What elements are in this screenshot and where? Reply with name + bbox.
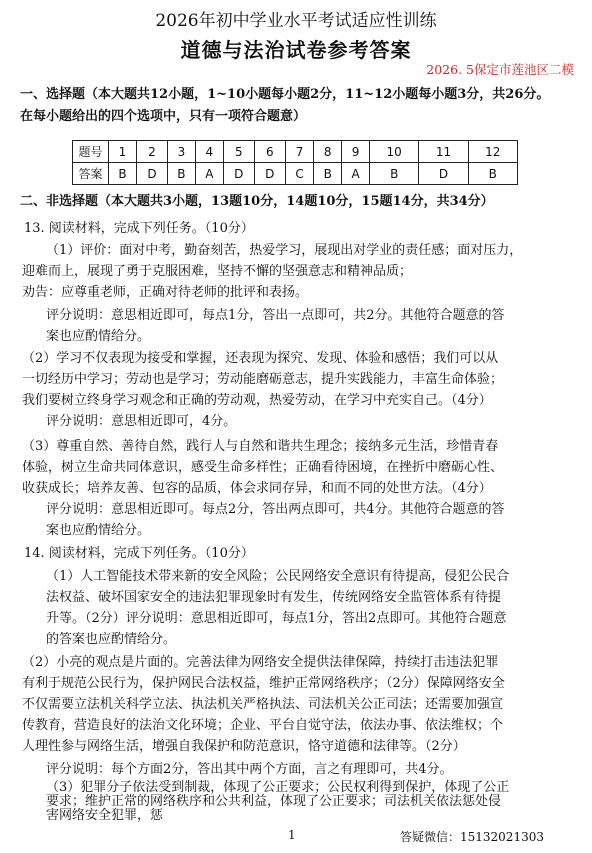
answer-cell: B [314,163,342,185]
table-row-numbers [73,141,518,163]
exam-title: 2026年初中学业水平考试适应性训练 [155,11,437,31]
q13-part3-line3: 收获成长；培养友善、包容的品质，体会求同存异，和而不同的处世方法。（4分） [22,481,492,496]
section1-heading: 一、选择题（本大题共12小题，1~10小题每小题2分，11~12小题每小题3分，共26分。 [20,87,550,102]
q13-part2-line2: 一切经历中学习；劳动也是学习；劳动能磨砺意志，提升实践能力，丰富生命体验； [22,372,504,387]
q14-part3-line2: 要求；维护正常的网络秩序和公共利益，体现了公正要求；司法机关依法惩处侵 [46,794,502,809]
q14-part1-line1: （1）人工智能技术带来新的安全风险；公民网络安全意识有待提高，侵犯公民合 [46,569,510,584]
source-tag: 2026. 5保定市莲池区二模 [426,62,574,77]
q14-part2-line4: 传教育，营造良好的法治文化环境；企业、平台自觉守法，依法办事、依法维权；个 [22,718,504,733]
question-number-cell: 3 [167,141,195,163]
answer-cell: B [370,163,419,185]
question-number-cell: 12 [468,141,517,163]
question-number-cell: 11 [419,141,468,163]
answer-cell: A [342,163,370,185]
q14-part3-line3: 害网络安全犯罪，惩 [46,808,164,823]
q13-part3-line1: （3）尊重自然、善待自然，践行人与自然和谐共生理念；接纳多元生活，珍惜青春 [22,439,499,454]
question-number-cell: 9 [342,141,370,163]
document-title: 道德与法治试卷参考答案 [180,38,412,62]
q14-title: 14. 阅读材料，完成下列任务。（10分） [24,546,254,561]
row-label-answers: 答案 [73,163,109,185]
q13-part2-note1: 评分说明：意思相近即可，4分。 [46,414,237,429]
q13-part1-note1: 评分说明：意思相近即可，每点1分，答出一点即可，共2分。其他符合题意的答 [46,308,505,323]
q13-part2-line1: （2）学习不仅表现为接受和掌握，还表现为探究、发现、体验和感悟；我们可以从 [22,351,499,366]
answer-cell: D [419,163,468,185]
answer-table [72,140,518,185]
answer-cell: B [468,163,517,185]
q13-part2-line3: 我们要树立终身学习观念和正确的劳动观，热爱劳动，在学习中充实自己。（4分） [22,393,492,408]
q13-part1-note2: 案也应酌情给分。 [46,329,151,344]
q13-part3-note2: 案也应酌情给分。 [46,523,151,538]
question-number-cell: 7 [285,141,313,163]
q14-part2-line2: 有利于规范公民行为，保护网民合法权益，维护正常网络秩序；（2分）保障网络安全 [22,676,505,691]
q14-part1-line3: 升等。（2分）评分说明：意思相近即可，每点1分，答出2点即可。其他符合题意 [46,611,507,626]
section1-heading-cont: 在每小题给出的四个选项中，只有一项符合题意） [20,109,307,124]
q13-part1-line2: 迎难而上，展现了勇于克服困难，坚持不懈的坚强意志和精神品质； [22,264,413,279]
answer-cell: D [136,163,167,185]
q14-part1-line2: 法权益、破坏国家安全的违法犯罪现象时有发生，传统网络安全监管体系有待提 [46,590,502,605]
question-number-cell: 6 [254,141,285,163]
contact-info: 答疑微信：15132021303 [400,830,544,844]
answer-cell: D [223,163,254,185]
table-row-answers [73,163,518,185]
answer-cell: D [254,163,285,185]
answer-cell: B [167,163,195,185]
q13-part3-line2: 体验，树立生命共同体意识，感受生命多样性；正确看待困境，在挫折中磨砺心性、 [22,460,504,475]
answer-cell: A [195,163,223,185]
q14-part2-line5: 人理性参与网络生活，增强自我保护和防范意识，恪守道德和法律等。（2分） [22,739,466,754]
section2-heading: 二、非选择题（本大题共3小题，13题10分，14题10分，15题14分，共34分） [20,194,494,209]
q13-part3-note1: 评分说明：意思相近即可。每点2分，答出两点即可，共4分。其他符合题意的答 [46,502,505,517]
question-number-cell: 1 [109,141,137,163]
row-label-numbers: 题号 [73,141,109,163]
q14-part1-line4: 的答案也应酌情给分。 [46,632,177,647]
q13-part1-line1: （1）评价：面对中考，勤奋刻苦，热爱学习，展现出对学业的责任感；面对压力， [46,243,523,258]
page-number: 1 [288,828,296,842]
question-number-cell: 2 [136,141,167,163]
question-number-cell: 10 [370,141,419,163]
q13-title: 13. 阅读材料，完成下列任务。（10分） [24,221,254,236]
question-number-cell: 8 [314,141,342,163]
question-number-cell: 5 [223,141,254,163]
q14-part2-line3: 不仅需要立法机关科学立法、执法机关严格执法、司法机关公正司法；还需要加强宣 [22,697,504,712]
q14-part3-line1: （3）犯罪分子依法受到制裁，体现了公正要求；公民权利得到保护，体现了公正 [46,780,510,795]
answer-cell: B [109,163,137,185]
answer-cell: C [285,163,313,185]
question-number-cell: 4 [195,141,223,163]
q14-part2-line1: （2）小亮的观点是片面的。完善法律为网络安全提供法律保障，持续打击违法犯罪 [22,655,499,670]
q14-part2-note1: 评分说明：每个方面2分，答出其中两个方面，言之有理即可，共4分。 [46,762,453,777]
q13-part1-line3: 劝告：应尊重老师，正确对待老师的批评和表扬。 [22,285,309,300]
